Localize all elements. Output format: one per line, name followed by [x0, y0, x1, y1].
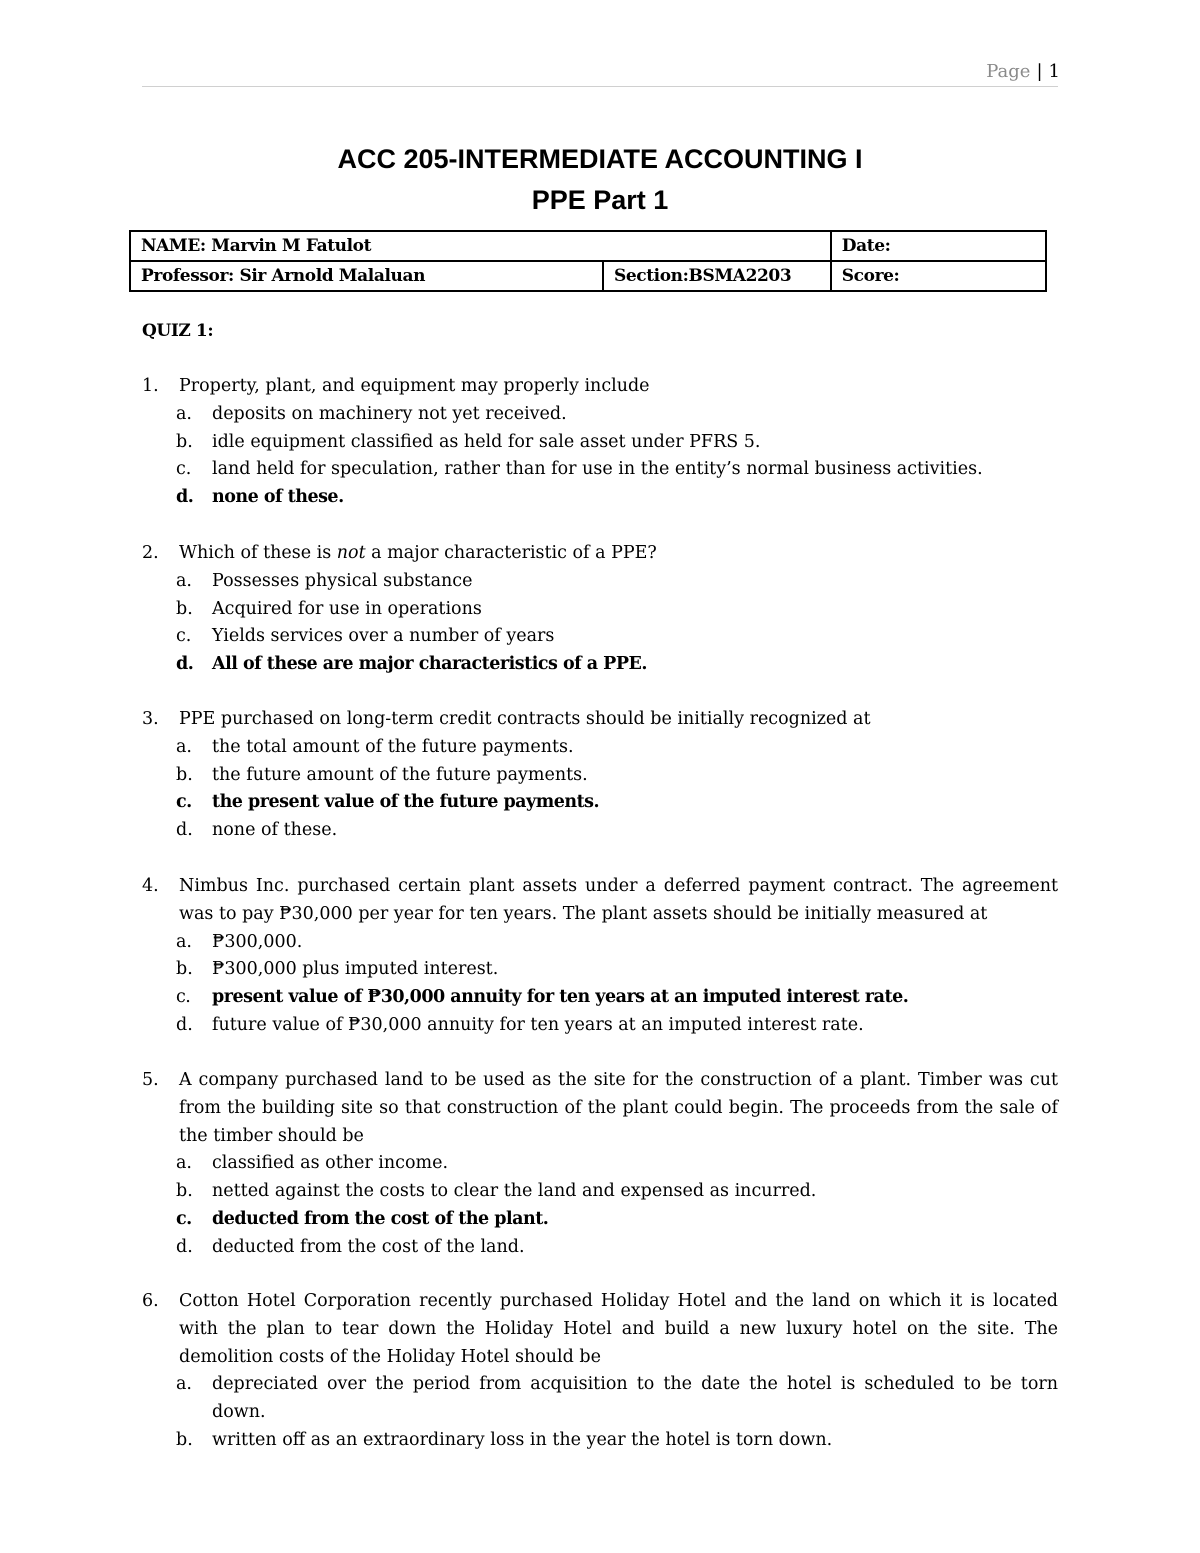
question-2: [142, 540, 1058, 679]
option-a: a. the total amount of the future payments.: [176, 736, 574, 757]
question-text: Cotton Hotel Corporation recently purchased Holiday Hotel and the land on which it is located with the plan to tear down the Holiday Hotel and build a new luxury hotel on the site. The demolition costs of the Holiday Hotel should be: [179, 1291, 1058, 1367]
question-text: Nimbus Inc. purchased certain plant assets under a deferred payment contract. The agreement was to pay ₱30,000 per year for ten years. The plant assets should be initially measured at: [179, 876, 1058, 924]
option-b: b. ₱300,000 plus imputed interest.: [176, 959, 499, 980]
question-number: 3.: [142, 709, 159, 729]
option-b: b. Acquired for use in operations: [176, 598, 482, 619]
question-1: [142, 373, 1058, 512]
page-number: 1: [1048, 61, 1060, 82]
question-stem: [142, 873, 1058, 929]
option-a: a. Possesses physical substance: [176, 570, 473, 591]
option-c-answer: c. the present value of the future payments.: [176, 792, 600, 813]
professor-cell: Professor: Sir Arnold Malaluan: [130, 261, 603, 291]
question-3: [142, 706, 1058, 845]
option-b: b. written off as an extraordinary loss in the year the hotel is torn down.: [176, 1429, 833, 1450]
name-cell: NAME: Marvin M Fatulot: [130, 231, 831, 261]
quiz-label: QUIZ 1:: [142, 321, 214, 341]
date-cell: Date:: [831, 231, 1046, 261]
question-number: 4.: [142, 876, 159, 896]
question-stem: [142, 1067, 1058, 1150]
info-row-2: [130, 261, 1046, 291]
option-a: a. depreciated over the period from acquisition to the date the hotel is scheduled to be torn down.: [176, 1374, 1058, 1423]
header-divider: [142, 86, 1058, 87]
question-number: 2.: [142, 543, 159, 563]
option-b: b. netted against the costs to clear the land and expensed as incurred.: [176, 1181, 817, 1202]
option-d: d. future value of ₱30,000 annuity for ten years at an imputed interest rate.: [176, 1014, 864, 1035]
option-c-answer: c. deducted from the cost of the plant.: [176, 1208, 549, 1229]
option-a: a. classified as other income.: [176, 1153, 449, 1174]
info-row-1: [130, 231, 1046, 261]
question-4: [142, 873, 1058, 1040]
page-number-header: [986, 61, 1060, 82]
student-info-table: [129, 230, 1047, 292]
option-d-answer: d. All of these are major characteristics of a PPE.: [176, 654, 647, 675]
question-stem: [142, 706, 1058, 734]
section-cell: Section:BSMA2203: [603, 261, 831, 291]
question-number: 6.: [142, 1291, 159, 1311]
question-number: 1.: [142, 376, 159, 396]
question-6: [142, 1288, 1058, 1455]
option-c-answer: c. present value of ₱30,000 annuity for ten years at an imputed interest rate.: [176, 987, 909, 1008]
page-label: Page: [986, 61, 1031, 82]
question-number: 5.: [142, 1070, 159, 1090]
question-stem: [142, 1288, 1058, 1371]
question-text: PPE purchased on long-term credit contracts should be initially recognized at: [179, 709, 871, 729]
option-d: d. none of these.: [176, 820, 338, 841]
document-subtitle: PPE Part 1: [531, 185, 669, 215]
question-stem: 2. Which of these is not a major characteristic of a PPE?: [142, 540, 1058, 568]
option-c: c. Yields services over a number of years: [176, 626, 555, 647]
question-stem: [142, 373, 1058, 401]
emphasis-text: not: [336, 543, 366, 563]
option-c: c. land held for speculation, rather than for use in the entity’s normal business activities.: [176, 459, 983, 480]
option-a: a. deposits on machinery not yet received.: [176, 403, 567, 424]
option-b: b. the future amount of the future payments.: [176, 764, 588, 785]
option-d-answer: d. none of these.: [176, 487, 344, 508]
question-text: Property, plant, and equipment may properly include: [179, 376, 650, 396]
option-a: a. ₱300,000.: [176, 931, 303, 952]
page-separator: |: [1036, 61, 1043, 82]
question-5: [142, 1067, 1058, 1262]
course-title: ACC 205-INTERMEDIATE ACCOUNTING I: [337, 144, 863, 174]
option-b: b. idle equipment classified as held for sale asset under PFRS 5.: [176, 431, 761, 452]
question-text: A company purchased land to be used as the site for the construction of a plant. Timber was cut from the building site so that construction of the plant could begin. The proceeds from the sale of the timber should be: [179, 1070, 1058, 1146]
option-d: d. deducted from the cost of the land.: [176, 1236, 525, 1257]
score-cell: Score:: [831, 261, 1046, 291]
